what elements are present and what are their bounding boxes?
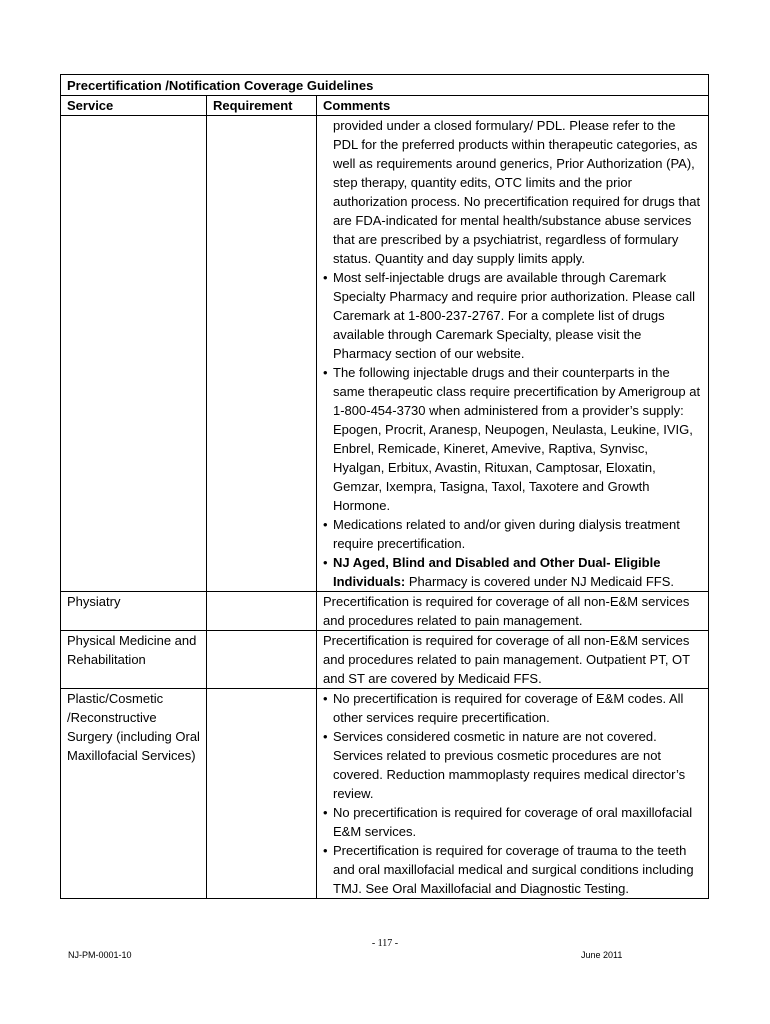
comments-cell <box>317 116 709 592</box>
service-cell: Physical Medicine and Rehabilitation <box>61 631 207 689</box>
dual-eligible-label: NJ Aged, Blind and Disabled and Other Dual- Eligible Individuals: <box>333 555 661 589</box>
table-header-row <box>61 96 709 116</box>
table-title: Precertification /Notification Coverage Guidelines <box>61 75 709 96</box>
list-item: • Precertification is required for coverage of trauma to the teeth and oral maxillofacial medical and surgical conditions including TMJ. See Oral Maxillofacial and Diagnostic Testing. <box>333 841 702 898</box>
table-row-physical-medicine <box>61 631 709 689</box>
bullet-list <box>323 689 702 898</box>
service-cell: Physiatry <box>61 592 207 631</box>
list-item: • The following injectable drugs and their counterparts in the same therapeutic class require precertification by Amerigroup at 1-800-454-3730 when administered from a provider’s supply: Epogen, Procrit, Aranesp, Neupogen, Neulasta, Leukine, IVIG, Enbrel, Remicade, Kineret, Amevive, Raptiva, Synvisc, Hyalgan, Erbitux, Avastin, Rituxan, Camptosar, Eloxatin, Gemzar, Ixempra, Tasigna, Taxol, Taxotere and Growth Hormone. <box>333 363 702 515</box>
comments-cell: Precertification is required for coverage of all non-E&M services and procedures related to pain management. <box>317 592 709 631</box>
header-requirement: Requirement <box>207 96 317 116</box>
bullet-list <box>323 268 702 591</box>
page-number: - 117 - <box>371 938 399 949</box>
table-row-plastic-surgery <box>61 689 709 899</box>
list-item: • Medications related to and/or given during dialysis treatment require precertification. <box>333 515 702 553</box>
table-row-physiatry <box>61 592 709 631</box>
requirement-cell <box>207 592 317 631</box>
list-item: • No precertification is required for coverage of E&M codes. All other services require precertification. <box>333 689 702 727</box>
requirement-cell <box>207 116 317 592</box>
comments-cell <box>317 689 709 899</box>
list-item: • No precertification is required for coverage of oral maxillofacial E&M services. <box>333 803 702 841</box>
document-date: June 2011 <box>581 950 623 960</box>
list-item: • Most self-injectable drugs are available through Caremark Specialty Pharmacy and require prior authorization. Please call Caremark at 1-800-237-2767. For a complete list of drugs available through Caremark Specialty, please visit the Pharmacy section of our website. <box>333 268 702 363</box>
requirement-cell <box>207 689 317 899</box>
header-service: Service <box>61 96 207 116</box>
service-cell <box>61 116 207 592</box>
table-title-row <box>61 75 709 96</box>
continued-comment-text: provided under a closed formulary/ PDL. Please refer to the PDL for the preferred products within therapeutic categories, as well as requirements around generics, Prior Authorization (PA), step therapy, quantity edits, OTC limits and the prior authorization process. No precertification required for drugs that are FDA-indicated for mental health/substance abuse services that are prescribed by a psychiatrist, regardless of formulary status. Quantity and day supply limits apply. <box>333 118 701 266</box>
list-item: • Services considered cosmetic in nature are not covered. Services related to previous cosmetic procedures are not covered. Reduction mammoplasty requires medical director’s review. <box>333 727 702 803</box>
requirement-cell <box>207 631 317 689</box>
comments-cell: Precertification is required for coverage of all non-E&M services and procedures related to pain management. Outpatient PT, OT and ST are covered by Medicaid FFS. <box>317 631 709 689</box>
table-row-pharmacy-continued <box>61 116 709 592</box>
service-cell: Plastic/Cosmetic /Reconstructive Surgery (including Oral Maxillofacial Services) <box>61 689 207 899</box>
list-item-dual-eligible <box>333 553 702 591</box>
coverage-guidelines-table <box>60 74 709 899</box>
document-id: NJ-PM-0001-10 <box>68 950 132 960</box>
dual-eligible-text: Pharmacy is covered under NJ Medicaid FFS. <box>405 574 675 589</box>
header-comments: Comments <box>317 96 709 116</box>
